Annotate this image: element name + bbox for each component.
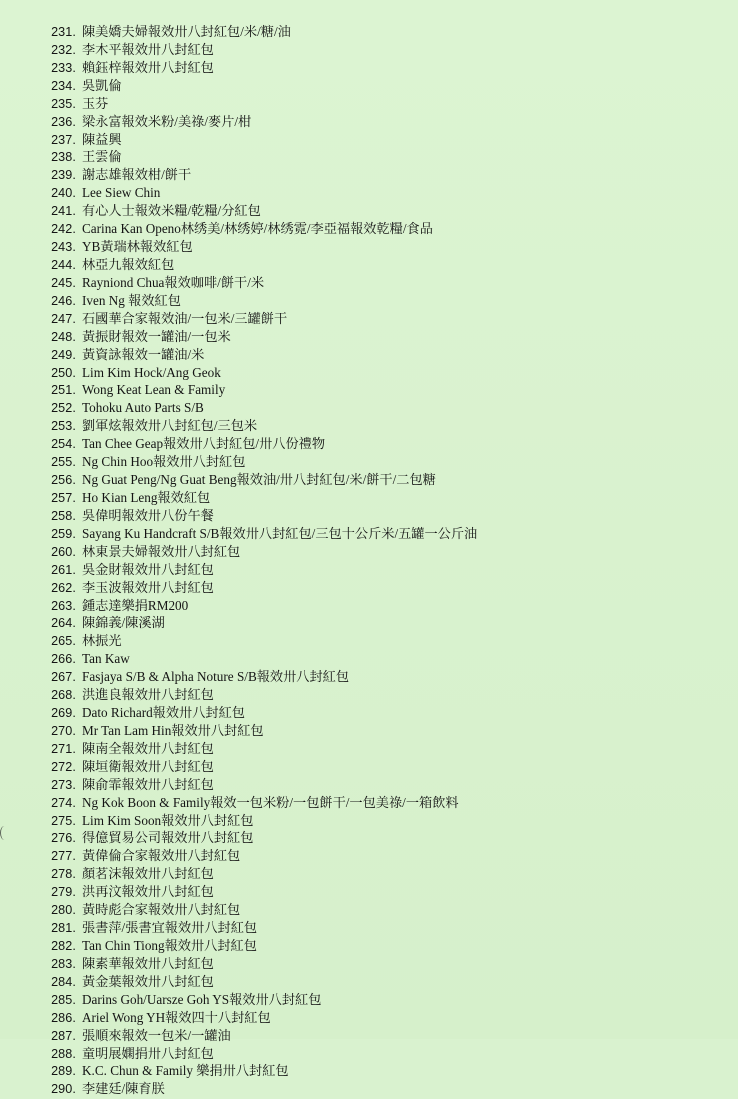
list-item	[0, 919, 477, 937]
entry-text: Ng Guat Peng/Ng Guat Beng報效油/卅八封紅包/米/餅干/二包糖	[82, 472, 436, 488]
entry-text: 謝志雄報效柑/餅干	[82, 167, 192, 183]
list-item	[0, 453, 477, 471]
entry-text: 張書萍/張書宜報效卅八封紅包	[82, 920, 258, 936]
entry-number: 250.	[51, 365, 76, 380]
list-item	[0, 812, 477, 830]
list-item	[0, 686, 477, 704]
list-item	[0, 471, 477, 489]
list-item	[0, 1045, 477, 1063]
entry-number: 262.	[51, 580, 76, 595]
entry-number: 275.	[51, 813, 76, 828]
entry-text: 陳益興	[82, 131, 122, 147]
entry-number: 272.	[51, 759, 76, 774]
entry-text: Ariel Wong YH報效四十八封紅包	[82, 1009, 271, 1025]
list-item	[0, 113, 477, 131]
entry-text: Lim Kim Soon報效卅八封紅包	[82, 812, 254, 828]
entry-text: Carina Kan Openo林绣美/林绣婷/林绣霓/李亞福報效乾糧/食品	[82, 221, 433, 237]
list-item	[0, 865, 477, 883]
list-item	[0, 543, 477, 561]
list-item	[0, 937, 477, 955]
entry-number: 239.	[51, 168, 76, 183]
list-item	[0, 256, 477, 274]
entry-number: 284.	[51, 974, 76, 989]
entry-number: 274.	[51, 795, 76, 810]
list-item	[0, 614, 477, 632]
entry-text: 王雲倫	[82, 149, 122, 165]
entry-text: K.C. Chun & Family 樂捐卅八封紅包	[82, 1063, 289, 1079]
entry-number: 288.	[51, 1046, 76, 1061]
list-item	[0, 579, 477, 597]
entry-text: Dato Richard報效卅八封紅包	[82, 705, 245, 721]
entry-text: Tan Chee Geap報效卅八封紅包/卅八份禮物	[82, 436, 326, 452]
entry-text: 洪進良報效卅八封紅包	[82, 687, 214, 703]
entry-number: 240.	[51, 186, 76, 201]
entry-text: 陳錦義/陳溪湖	[82, 615, 165, 631]
entry-text: 吳凱倫	[82, 77, 122, 93]
entry-number: 268.	[51, 688, 76, 703]
entry-number: 258.	[51, 508, 76, 523]
entry-text: Ho Kian Leng報效紅包	[82, 489, 211, 505]
entry-text: 黃金葉報效卅八封紅包	[82, 973, 214, 989]
donor-list	[0, 23, 477, 1098]
entry-number: 271.	[51, 741, 76, 756]
entry-number: 266.	[51, 652, 76, 667]
entry-number: 265.	[51, 634, 76, 649]
entry-number: 279.	[51, 885, 76, 900]
entry-text: Fasjaya S/B & Alpha Noture S/B報效卅八封紅包	[82, 669, 350, 685]
list-item	[0, 435, 477, 453]
entry-text: Darins Goh/Uarsze Goh YS報效卅八封紅包	[82, 991, 322, 1007]
entry-number: 270.	[51, 723, 76, 738]
entry-text: 賴鈺梓報效卅八封紅包	[82, 59, 214, 75]
entry-text: 林亞九報效紅包	[82, 256, 175, 272]
entry-number: 267.	[51, 670, 76, 685]
entry-number: 251.	[51, 383, 76, 398]
entry-number: 277.	[51, 849, 76, 864]
entry-text: Sayang Ku Handcraft S/B報效卅八封紅包/三包十公斤米/五罐一公斤油	[82, 525, 478, 541]
entry-number: 236.	[51, 114, 76, 129]
list-item	[0, 184, 477, 202]
entry-number: 261.	[51, 562, 76, 577]
list-item	[0, 847, 477, 865]
list-item	[0, 59, 477, 77]
list-item	[0, 381, 477, 399]
list-item	[0, 632, 477, 650]
entry-number: 287.	[51, 1028, 76, 1043]
entry-number: 264.	[51, 616, 76, 631]
entry-number: 259.	[51, 526, 76, 541]
list-item	[0, 973, 477, 991]
list-item	[0, 829, 477, 847]
list-item	[0, 955, 477, 973]
entry-text: 黃時彪合家報效卅八封紅包	[82, 902, 241, 918]
list-item	[0, 794, 477, 812]
entry-text: 得億貿易公司報效卅八封紅包	[82, 830, 254, 846]
entry-number: 285.	[51, 992, 76, 1007]
entry-text: 林振光	[82, 633, 122, 649]
list-item	[0, 328, 477, 346]
entry-number: 269.	[51, 706, 76, 721]
entry-number: 278.	[51, 867, 76, 882]
entry-text: 劉軍炫報效卅八封紅包/三包米	[82, 418, 258, 434]
entry-text: 張順來報效一包米/一罐油	[82, 1027, 231, 1043]
entry-text: 林東景夫婦報效卅八封紅包	[82, 543, 241, 559]
list-item	[0, 166, 477, 184]
entry-number: 232.	[51, 42, 76, 57]
entry-number: 253.	[51, 419, 76, 434]
list-item	[0, 704, 477, 722]
entry-text: Mr Tan Lam Hin報效卅八封紅包	[82, 722, 264, 738]
entry-text: 李木平報效卅八封紅包	[82, 41, 214, 57]
entry-number: 249.	[51, 347, 76, 362]
list-item	[0, 399, 477, 417]
list-item	[0, 650, 477, 668]
entry-text: 黃資詠報效一罐油/米	[82, 346, 205, 362]
entry-number: 243.	[51, 240, 76, 255]
list-item	[0, 364, 477, 382]
entry-number: 238.	[51, 150, 76, 165]
list-item	[0, 776, 477, 794]
entry-number: 255.	[51, 455, 76, 470]
list-item	[0, 883, 477, 901]
entry-text: 陳垣衛報效卅八封紅包	[82, 758, 214, 774]
entry-text: 黃偉倫合家報效卅八封紅包	[82, 848, 241, 864]
entry-number: 290.	[51, 1082, 76, 1097]
entry-number: 260.	[51, 544, 76, 559]
list-item	[0, 758, 477, 776]
entry-number: 254.	[51, 437, 76, 452]
list-item	[0, 489, 477, 507]
list-item	[0, 1027, 477, 1045]
entry-text: 石國華合家報效油/一包米/三罐餅干	[82, 310, 288, 326]
list-item	[0, 220, 477, 238]
entry-number: 286.	[51, 1010, 76, 1025]
scan-edge-mark	[0, 826, 9, 840]
list-item	[0, 346, 477, 364]
list-item	[0, 23, 477, 41]
entry-text: 玉芬	[82, 95, 109, 111]
entry-text: 李玉波報效卅八封紅包	[82, 579, 214, 595]
entry-text: Tohoku Auto Parts S/B	[82, 400, 204, 416]
list-item	[0, 274, 477, 292]
entry-text: 黃振財報效一罐油/一包米	[82, 328, 231, 344]
list-item	[0, 41, 477, 59]
entry-number: 237.	[51, 132, 76, 147]
entry-text: Lim Kim Hock/Ang Geok	[82, 364, 221, 380]
entry-number: 256.	[51, 473, 76, 488]
list-item	[0, 991, 477, 1009]
list-item	[0, 901, 477, 919]
entry-number: 257.	[51, 490, 76, 505]
entry-number: 242.	[51, 222, 76, 237]
entry-number: 273.	[51, 777, 76, 792]
list-item	[0, 507, 477, 525]
list-item	[0, 597, 477, 615]
entry-number: 235.	[51, 96, 76, 111]
list-item	[0, 310, 477, 328]
list-item	[0, 77, 477, 95]
list-item	[0, 525, 477, 543]
entry-number: 234.	[51, 78, 76, 93]
entry-text: 童明展嫻捐卅八封紅包	[82, 1045, 214, 1061]
entry-text: 顏茗沫報效卅八封紅包	[82, 866, 214, 882]
entry-text: Ng Chin Hoo報效卅八封紅包	[82, 454, 246, 470]
entry-number: 246.	[51, 293, 76, 308]
list-item	[0, 561, 477, 579]
entry-text: YB黃瑞林報效紅包	[82, 239, 193, 255]
entry-text: Tan Chin Tiong報效卅八封紅包	[82, 938, 257, 954]
entry-text: Tan Kaw	[82, 651, 130, 667]
entry-number: 289.	[51, 1064, 76, 1079]
entry-text: 李建廷/陳育朕	[82, 1081, 165, 1097]
entry-text: 陳素華報效卅八封紅包	[82, 955, 214, 971]
entry-number: 244.	[51, 257, 76, 272]
entry-text: 陳俞霏報效卅八封紅包	[82, 776, 214, 792]
entry-text: Wong Keat Lean & Family	[82, 382, 226, 398]
list-item	[0, 292, 477, 310]
entry-number: 283.	[51, 956, 76, 971]
list-item	[0, 417, 477, 435]
entry-number: 248.	[51, 329, 76, 344]
entry-text: 洪再汶報效卅八封紅包	[82, 884, 214, 900]
list-item	[0, 202, 477, 220]
list-item	[0, 238, 477, 256]
entry-number: 233.	[51, 60, 76, 75]
entry-text: 吳偉明報效卅八份午餐	[82, 507, 214, 523]
entry-text: 有心人士報效米糧/乾糧/分紅包	[82, 203, 261, 219]
entry-number: 282.	[51, 939, 76, 954]
entry-number: 231.	[51, 25, 76, 39]
entry-text: 吳金財報效卅八封紅包	[82, 561, 214, 577]
entry-text: 陳南全報效卅八封紅包	[82, 740, 214, 756]
list-item	[0, 95, 477, 113]
entry-number: 252.	[51, 401, 76, 416]
list-item	[0, 740, 477, 758]
entry-number: 263.	[51, 598, 76, 613]
entry-number: 280.	[51, 903, 76, 918]
entry-text: 陳美嬌夫婦報效卅八封紅包/米/糖/油	[82, 24, 291, 39]
entry-number: 281.	[51, 921, 76, 936]
list-item	[0, 1009, 477, 1027]
list-item	[0, 131, 477, 149]
entry-number: 245.	[51, 275, 76, 290]
entry-text: Lee Siew Chin	[82, 185, 161, 201]
entry-text: Rayniond Chua報效咖啡/餅干/米	[82, 274, 265, 290]
entry-text: Iven Ng 報效紅包	[82, 292, 181, 308]
entry-text: Ng Kok Boon & Family報效一包米粉/一包餅干/一包美祿/一箱飲料	[82, 794, 459, 810]
list-item	[0, 668, 477, 686]
list-item	[0, 1062, 477, 1080]
list-item	[0, 722, 477, 740]
list-item	[0, 1080, 477, 1098]
entry-number: 276.	[51, 831, 76, 846]
list-item	[0, 148, 477, 166]
entry-text: 梁永富報效米粉/美祿/麥片/柑	[82, 113, 252, 129]
entry-text: 鍾志達樂捐RM200	[82, 597, 189, 613]
entry-number: 247.	[51, 311, 76, 326]
entry-number: 241.	[51, 204, 76, 219]
